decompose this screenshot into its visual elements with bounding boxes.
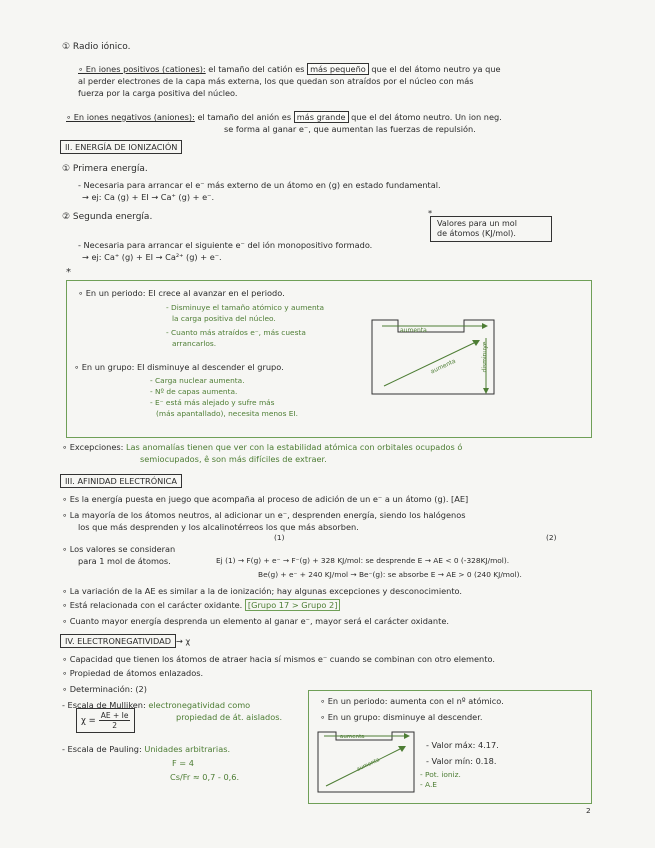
- pauling-label: - Escala de Pauling:: [62, 744, 145, 754]
- affinity-eq1: Ej (1) → F(g) + e⁻ → F⁻(g) + 328 KJ/mol: se desprende E → AE < 0 (-328KJ/mol).: [216, 556, 510, 565]
- group-green-4: (más apantallado), necesita menos EI.: [156, 409, 298, 418]
- en-pot2: - A.E: [420, 780, 437, 789]
- en-l3: ∘ Determinación: (2): [62, 684, 147, 694]
- en-arrow-diag-label: aumenta: [355, 757, 381, 773]
- en-l1: ∘ Capacidad que tienen los átomos de atraer hacia sí mismos e⁻ cuando se combinan con otro elemento.: [62, 654, 495, 664]
- mulliken-label: - Escala de Mulliken:: [62, 700, 149, 710]
- exceptions-label: ∘ Excepciones:: [62, 442, 124, 452]
- affinity-l8: ∘ Cuanto mayor energía desprenda un elemento al ganar e⁻, mayor será el carácter oxidante.: [62, 616, 449, 626]
- section-en-suffix: → χ: [176, 636, 191, 646]
- formula-fraction: [99, 711, 131, 730]
- values-note: [430, 216, 552, 242]
- affinity-l7a: ∘ Está relacionada con el carácter oxidante.: [62, 600, 245, 610]
- period-title: ∘ En un periodo: EI crece al avanzar en el periodo.: [78, 288, 285, 298]
- cations-text-a: el tamaño del catión es: [205, 64, 308, 74]
- mulliken-green: electronegatividad como: [148, 700, 251, 710]
- second-energy: ② Segunda energía.: [62, 212, 153, 222]
- affinity-eq2: Be(g) + e⁻ + 240 KJ/mol → Be⁻(g): se absorbe E → AE > 0 (240 KJ/mol).: [258, 570, 522, 579]
- affinity-l2: ∘ La mayoría de los átomos neutros, al adicionar un e⁻, desprenden energía, siendo los halógenos: [62, 510, 466, 520]
- anions-intro: ∘ En iones negativos (aniones):: [66, 112, 195, 122]
- page-number: 2: [586, 806, 591, 815]
- en-min: - Valor mín: 0.18.: [426, 756, 497, 766]
- first-energy-eq: → ej: Ca (g) + EI → Ca⁺ (g) + e⁻.: [82, 192, 215, 202]
- affinity-l7b: [Grupo 17 > Grupo 2]: [245, 599, 341, 611]
- pauling-green: Unidades arbitrarias.: [144, 744, 231, 754]
- pauling-line: [62, 744, 230, 754]
- section-en-title: IV. ELECTRONEGATIVIDAD: [60, 634, 176, 648]
- cations-line: [78, 64, 501, 74]
- period-green-3: - Cuanto más atraídos e⁻, más cuesta: [166, 328, 306, 337]
- en-arrow-top-label: aumenta: [340, 734, 365, 740]
- cations-line2: al perder electrones de la capa más externa, los que quedan son atraídos por el núcleo con más: [78, 76, 474, 86]
- group-title: ∘ En un grupo: EI disminuye al descender el grupo.: [74, 362, 284, 372]
- en-arrow-top-head: [404, 733, 410, 739]
- section-ionization-title: II. ENERGÍA DE IONIZACIÓN: [60, 140, 182, 154]
- affinity-mark2: (2): [546, 533, 557, 542]
- second-energy-eq: → ej: Ca⁺ (g) + EI → Ca²⁺ (g) + e⁻.: [82, 252, 222, 262]
- en-period: ∘ En un periodo: aumenta con el nº atómico.: [320, 696, 504, 706]
- first-energy: ① Primera energía.: [62, 164, 148, 174]
- affinity-l3: los que más desprenden y los alcalinotérreos los que más absorben.: [78, 522, 359, 532]
- affinity-l5: para 1 mol de átomos.: [78, 556, 171, 566]
- trend-panel: [66, 280, 592, 438]
- group-green-2: - Nº de capas aumenta.: [150, 387, 238, 396]
- values-note-line1: Valores para un mol: [437, 219, 517, 228]
- en-group: ∘ En un grupo: disminuye al descender.: [320, 712, 483, 722]
- values-note-line2: de átomos (KJ/mol).: [437, 229, 516, 238]
- exceptions-line: [62, 442, 462, 452]
- group-green-1: - Carga nuclear aumenta.: [150, 376, 245, 385]
- period-green-4: arrancarlos.: [172, 339, 217, 348]
- ei-arrow-side-label: disminuye: [481, 341, 489, 373]
- cations-text-b: que el del átomo neutro ya que: [368, 64, 501, 74]
- exceptions-text1: Las anomalías tienen que ver con la estabilidad atómica con orbitales ocupados ó: [123, 442, 463, 452]
- group-green-3: - E⁻ está más alejado y sufre más: [150, 398, 275, 407]
- cations-intro: ∘ En iones positivos (cationes):: [78, 64, 206, 74]
- second-energy-desc: - Necesaria para arrancar el siguiente e⁻ del ión monopositivo formado.: [78, 240, 373, 250]
- affinity-l6: ∘ La variación de la AE es similar a la de ionización; hay algunas excepciones y desconocimiento.: [62, 586, 463, 596]
- formula-lhs: χ =: [81, 715, 96, 726]
- anions-line2: se forma al ganar e⁻, que aumentan las fuerzas de repulsión.: [224, 124, 476, 134]
- item-radio-ionico: ① Radio iónico.: [62, 42, 131, 52]
- note-star: *: [428, 208, 433, 218]
- cations-line3: fuerza por la carga positiva del núcleo.: [78, 88, 238, 98]
- en-pot1: - Pot. ioniz.: [420, 770, 461, 779]
- arrow-diag-line: [384, 342, 476, 386]
- en-max: - Valor máx: 4.17.: [426, 740, 499, 750]
- section-affinity-title: III. AFINIDAD ELECTRÓNICA: [60, 474, 182, 488]
- exceptions-text2: semiocupados, ê son más difíciles de extraer.: [140, 454, 327, 464]
- period-green-1: - Disminuye el tamaño atómico y aumenta: [166, 303, 325, 312]
- arrow-top-head: [482, 323, 488, 329]
- ei-arrow-diag-label: aumenta: [429, 357, 457, 376]
- formula-num: AE + Ie: [100, 711, 129, 720]
- ei-arrow-top-label: aumenta: [400, 327, 427, 334]
- formula-den: 2: [112, 721, 117, 730]
- cations-highlight: más pequeño: [307, 63, 369, 75]
- en-l2: ∘ Propiedad de átomos enlazados.: [62, 668, 204, 678]
- anions-text-b: que el del átomo neutro. Un ion neg.: [348, 112, 502, 122]
- arrow-side-head: [483, 388, 489, 394]
- pauling-f: F = 4: [172, 758, 194, 768]
- affinity-l4: ∘ Los valores se consideran: [62, 544, 176, 554]
- affinity-l1: ∘ Es la energía puesta en juego que acompaña al proceso de adición de un e⁻ a un átomo (g). [AE]: [62, 494, 469, 504]
- period-green-2: la carga positiva del núcleo.: [172, 314, 276, 323]
- affinity-mark1: (1): [274, 533, 285, 542]
- section-en-heading: [60, 636, 190, 646]
- mulliken-formula: [76, 708, 135, 733]
- anions-text-a: el tamaño del anión es: [194, 112, 294, 122]
- first-energy-desc: - Necesaria para arrancar el e⁻ más externo de un átomo en (g) en estado fundamental.: [78, 180, 441, 190]
- anions-highlight: más grande: [294, 111, 349, 123]
- pauling-ratio: Cs/Fr ≈ 0,7 - 0,6.: [170, 772, 240, 782]
- anions-line: [66, 112, 502, 122]
- mulliken-green2: propiedad de át. aislados.: [176, 712, 283, 722]
- affinity-l7: [62, 600, 340, 610]
- star-mark: *: [66, 267, 71, 278]
